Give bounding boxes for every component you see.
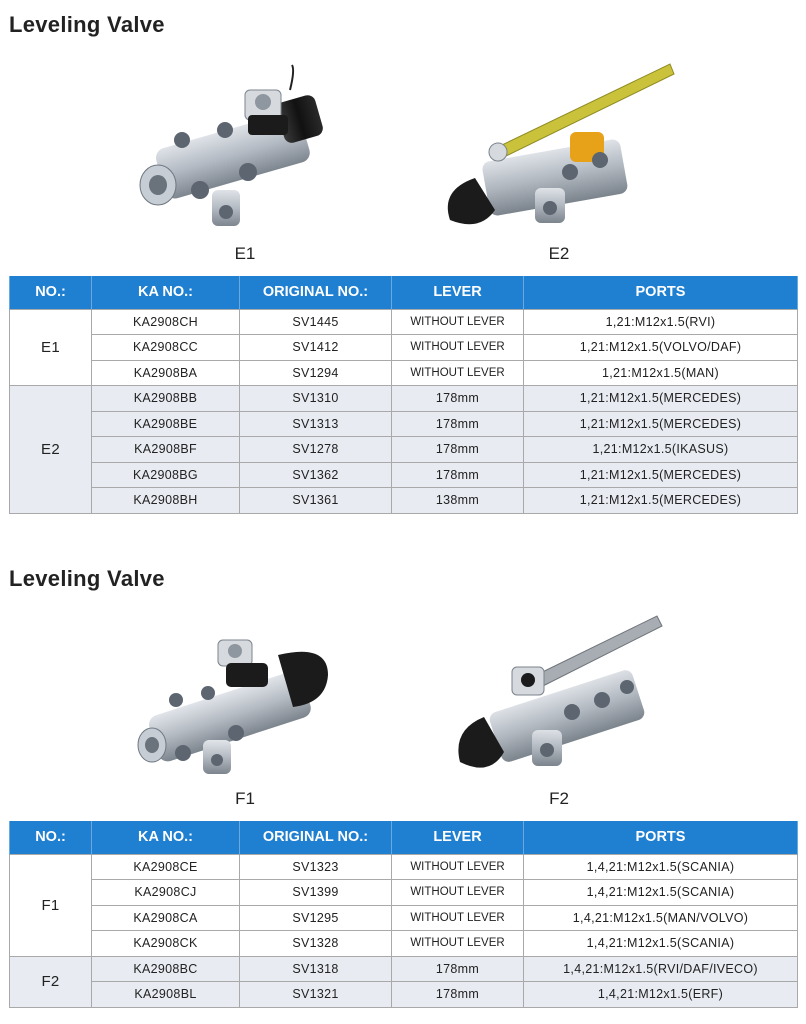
ka-no-cell: KA2908BE [92,411,240,437]
group-e2 [10,386,798,514]
original-no-cell: SV1328 [240,931,392,957]
lever-cell: WITHOUT LEVER [392,880,524,906]
ka-no-cell: KA2908CE [92,854,240,880]
lever-cell: WITHOUT LEVER [392,309,524,335]
table-row [10,956,798,982]
spec-table-2 [9,821,798,1008]
ports-cell: 1,21:M12x1.5(IKASUS) [524,437,798,463]
group-no-cell: F1 [10,854,92,956]
original-no-cell: SV1445 [240,309,392,335]
header-original-no: ORIGINAL NO.: [240,276,392,309]
original-no-cell: SV1313 [240,411,392,437]
ka-no-cell: KA2908BC [92,956,240,982]
table-row [10,905,798,931]
section-title: Leveling Valve [9,566,165,591]
header-ports: PORTS [524,276,798,309]
lever-cell: 178mm [392,982,524,1008]
original-no-cell: SV1310 [240,386,392,412]
header-lever: LEVER [392,276,524,309]
table-row [10,411,798,437]
original-no-cell: SV1362 [240,462,392,488]
table-row [10,309,798,335]
lever-cell: WITHOUT LEVER [392,360,524,386]
group-f1 [10,854,798,956]
header-ports: PORTS [524,821,798,854]
valve-f2-image [452,612,672,787]
valve-e1-image [130,60,340,235]
lever-cell: WITHOUT LEVER [392,854,524,880]
product-label-e2: E2 [548,244,570,263]
ka-no-cell: KA2908BB [92,386,240,412]
group-no-cell: F2 [10,956,92,1007]
header-ka-no: KA NO.: [92,821,240,854]
ka-no-cell: KA2908BG [92,462,240,488]
table-row [10,335,798,361]
spec-table-1 [9,276,798,514]
ka-no-cell: KA2908CH [92,309,240,335]
table-row [10,360,798,386]
ka-no-cell: KA2908CA [92,905,240,931]
ports-cell: 1,21:M12x1.5(RVI) [524,309,798,335]
ports-cell: 1,4,21:M12x1.5(MAN/VOLVO) [524,905,798,931]
header-lever: LEVER [392,821,524,854]
original-no-cell: SV1412 [240,335,392,361]
ka-no-cell: KA2908CJ [92,880,240,906]
ports-cell: 1,4,21:M12x1.5(SCANIA) [524,880,798,906]
lever-cell: WITHOUT LEVER [392,905,524,931]
ports-cell: 1,4,21:M12x1.5(SCANIA) [524,931,798,957]
group-no-cell: E1 [10,309,92,386]
original-no-cell: SV1323 [240,854,392,880]
section-title: Leveling Valve [9,12,165,37]
product-label-f2: F2 [549,789,569,808]
ka-no-cell: KA2908BH [92,488,240,514]
lever-cell: 138mm [392,488,524,514]
ports-cell: 1,21:M12x1.5(VOLVO/DAF) [524,335,798,361]
ports-cell: 1,4,21:M12x1.5(SCANIA) [524,854,798,880]
header-ka-no: KA NO.: [92,276,240,309]
valve-e2-image [440,60,680,235]
original-no-cell: SV1318 [240,956,392,982]
ports-cell: 1,21:M12x1.5(MERCEDES) [524,462,798,488]
lever-cell: 178mm [392,956,524,982]
table-row [10,982,798,1008]
ports-cell: 1,21:M12x1.5(MERCEDES) [524,386,798,412]
lever-cell: 178mm [392,386,524,412]
table-header-row [10,276,798,309]
table-row [10,437,798,463]
table-row [10,488,798,514]
original-no-cell: SV1399 [240,880,392,906]
header-no: NO.: [10,821,92,854]
original-no-cell: SV1278 [240,437,392,463]
group-no-cell: E2 [10,386,92,514]
original-no-cell: SV1321 [240,982,392,1008]
table-row [10,386,798,412]
table-row [10,462,798,488]
lever-cell: WITHOUT LEVER [392,931,524,957]
header-no: NO.: [10,276,92,309]
ports-cell: 1,21:M12x1.5(MERCEDES) [524,488,798,514]
lever-cell: WITHOUT LEVER [392,335,524,361]
table-row [10,880,798,906]
valve-f1-image [128,625,338,785]
lever-cell: 178mm [392,437,524,463]
product-label-e1: E1 [234,244,256,263]
ports-cell: 1,4,21:M12x1.5(RVI/DAF/IVECO) [524,956,798,982]
ka-no-cell: KA2908CC [92,335,240,361]
original-no-cell: SV1294 [240,360,392,386]
group-f2 [10,956,798,1007]
ports-cell: 1,4,21:M12x1.5(ERF) [524,982,798,1008]
ka-no-cell: KA2908BA [92,360,240,386]
original-no-cell: SV1361 [240,488,392,514]
table-row [10,854,798,880]
ka-no-cell: KA2908BL [92,982,240,1008]
table-header-row [10,821,798,854]
ka-no-cell: KA2908CK [92,931,240,957]
header-original-no: ORIGINAL NO.: [240,821,392,854]
lever-cell: 178mm [392,462,524,488]
original-no-cell: SV1295 [240,905,392,931]
product-label-f1: F1 [235,789,255,808]
ka-no-cell: KA2908BF [92,437,240,463]
ports-cell: 1,21:M12x1.5(MAN) [524,360,798,386]
ports-cell: 1,21:M12x1.5(MERCEDES) [524,411,798,437]
group-e1 [10,309,798,386]
lever-cell: 178mm [392,411,524,437]
table-row [10,931,798,957]
